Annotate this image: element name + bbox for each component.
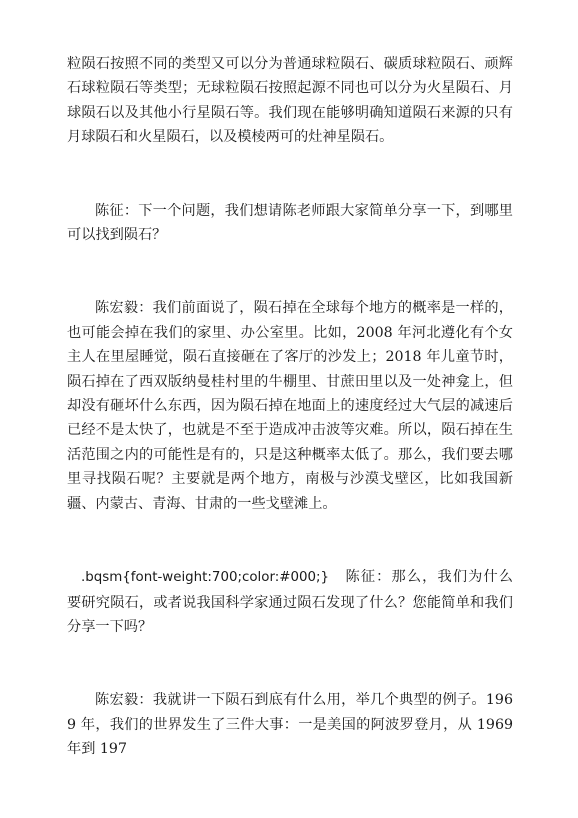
leaked-css-text: .bqsm{font-weight:700;color:#000;} [81, 570, 330, 586]
document-page [67, 52, 513, 762]
paragraph-gap [67, 150, 513, 199]
question-why-text: 陈征：那么，我们为什么要研究陨石，或者说我国科学家通过陨石发现了什么？您能简单和我们分享一下吗？ [67, 569, 513, 635]
paragraph-question-why [67, 565, 513, 639]
paragraph-gap [67, 516, 513, 565]
paragraph-answer-why: 陈宏毅：我就讲一下陨石到底有什么用，举几个典型的例子。1969 年，我们的世界发生了三件大事：一是美国的阿波罗登月，从 1969 年到 197 [67, 692, 513, 758]
paragraph-gap [67, 247, 513, 296]
paragraph-meteorite-types: 粒陨石按照不同的类型又可以分为普通球粒陨石、碳质球粒陨石、顽辉石球粒陨石等类型；无球粒陨石按照起源不同也可以分为火星陨石、月球陨石以及其他小行星陨石等。我们现在能够明确知道陨石来源的只有月球陨石和火星陨石，以及模棱两可的灶神星陨石。 [67, 56, 513, 146]
paragraph-gap [67, 639, 513, 688]
paragraph-question-where: 陈征：下一个问题，我们想请陈老师跟大家简单分享一下，到哪里可以找到陨石？ [67, 202, 513, 244]
paragraph-answer-where: 陈宏毅：我们前面说了，陨石掉在全球每个地方的概率是一样的，也可能会掉在我们的家里、办公室里。比如，2008 年河北遵化有个女主人在里屋睡觉，陨石直接砸在了客厅的沙发上；2018 年儿童节时，陨石掉在了西双版纳曼桂村里的牛棚里、甘蔗田里以及一处神龛上，但却没有砸坏什么东西，因为陨石掉在地面上的速度经过大气层的减速后已经不是太快了，也就是不至于造成冲击波等灾难。所以，陨石掉在生活范围之内的可能性是有的，只是这种概率太低了。那么，我们要去哪里寻找陨石呢？主要就是两个地方，南极与沙漠戈壁区，比如我国新疆、内蒙古、青海、甘肃的一些戈壁滩上。 [67, 300, 513, 512]
